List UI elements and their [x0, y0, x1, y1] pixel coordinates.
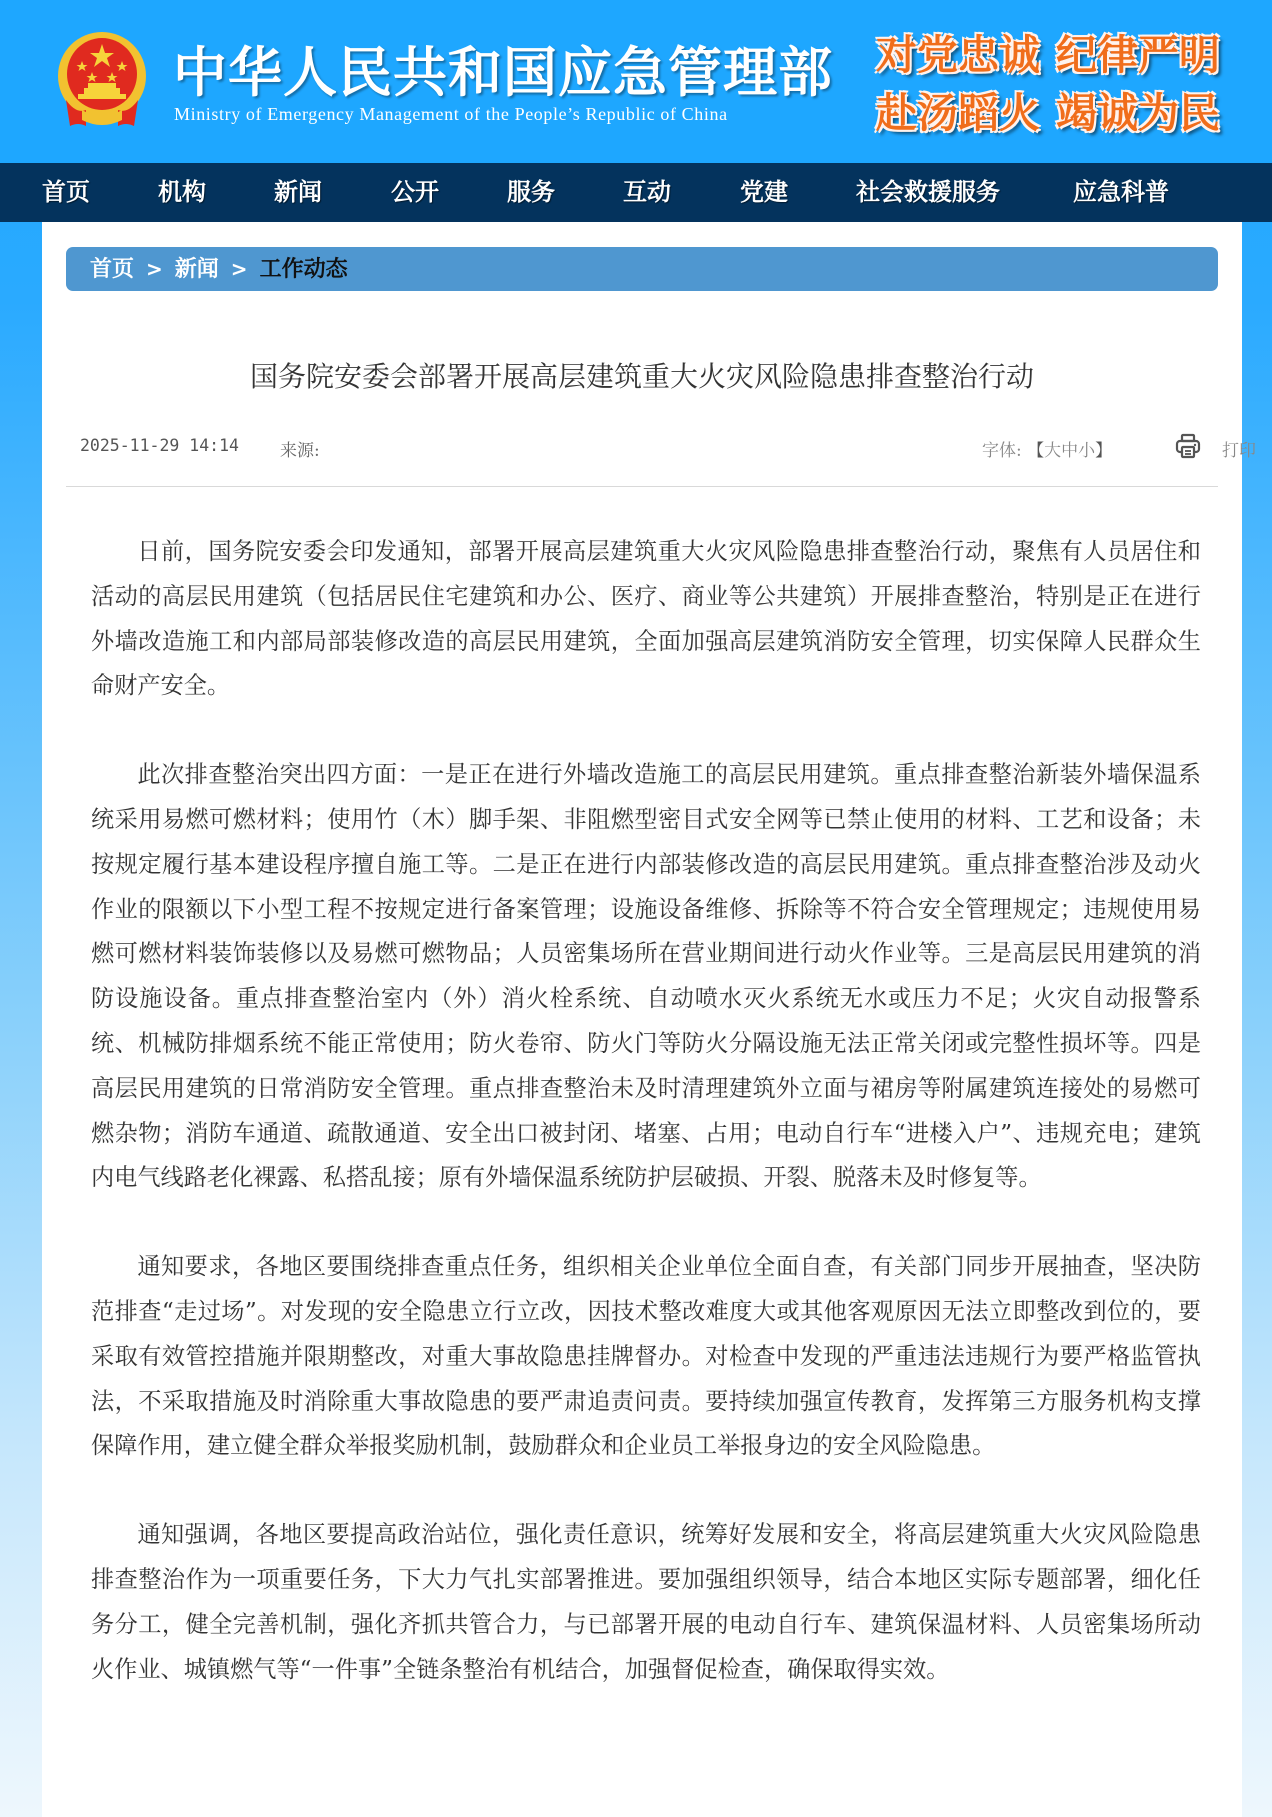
- breadcrumb-news[interactable]: 新闻: [174, 257, 219, 282]
- breadcrumb-current: 工作动态: [259, 257, 348, 282]
- meta-divider: [66, 486, 1218, 487]
- slogan-phrase: 对党忠诚: [876, 31, 1040, 79]
- nav-item-home[interactable]: 首页: [42, 178, 90, 206]
- site-title: 中华人民共和国应急管理部: [173, 41, 833, 104]
- site-subtitle: Ministry of Emergency Management of the People’s Republic of China: [174, 104, 728, 124]
- site-header: [0, 0, 1272, 163]
- article-meta: [66, 436, 1256, 461]
- article-paragraph: 日前，国务院安委会印发通知，部署开展高层建筑重大火灾风险隐患排查整治行动，聚焦有人员居住和活动的高层民用建筑（包括居民住宅建筑和办公、医疗、商业等公共建筑）开展排查整治，特别是正在进行外墙改造施工和内部局部装修改造的高层民用建筑，全面加强高层建筑消防安全管理，切实保障人民群众生命财产安全。: [91, 538, 1201, 700]
- breadcrumb-separator: >: [146, 257, 163, 281]
- article-paragraph: 通知强调，各地区要提高政治站位，强化责任意识，统筹好发展和安全，将高层建筑重大火灾风险隐患排查整治作为一项重要任务，下大力气扎实部署推进。要加强组织领导，结合本地区实际专题部署，细化任务分工，健全完善机制，强化齐抓共管合力，与已部署开展的电动自行车、建筑保温材料、人员密集场所动火作业、城镇燃气等“一件事”全链条整治有机结合，加强督促检查，确保取得实效。: [91, 1521, 1201, 1683]
- font-size-large[interactable]: 大: [1044, 441, 1062, 461]
- slogan-line-1: [876, 26, 1236, 84]
- article-body: [91, 530, 1201, 1736]
- nav-item-emergency-science[interactable]: 应急科普: [1073, 178, 1169, 206]
- nav-item-services[interactable]: 服务: [507, 178, 555, 206]
- slogan-phrase: 赴汤蹈火: [876, 89, 1040, 137]
- publish-date: 2025-11-29 14:14: [80, 436, 239, 455]
- font-size-control: [982, 436, 1112, 461]
- font-size-small[interactable]: 小: [1078, 441, 1096, 461]
- font-size-label: 字体:: [982, 441, 1022, 461]
- printer-icon[interactable]: [1174, 432, 1202, 460]
- slogan-phrase: 竭诚为民: [1056, 89, 1220, 137]
- breadcrumb-separator: >: [230, 257, 248, 281]
- slogan: [876, 26, 1236, 142]
- content-container: [42, 222, 1256, 1817]
- nav-item-news[interactable]: 新闻: [274, 178, 322, 206]
- source-label: 来源:: [280, 441, 320, 461]
- national-emblem-icon[interactable]: [56, 30, 148, 130]
- main-nav: [0, 163, 1272, 222]
- article-paragraph: 此次排查整治突出四方面：一是正在进行外墙改造施工的高层民用建筑。重点排查整治新装外墙保温系统采用易燃可燃材料；使用竹（木）脚手架、非阻燃型密目式安全网等已禁止使用的材料、工艺和设备；未按规定履行基本建设程序擅自施工等。二是正在进行内部装修改造的高层民用建筑。重点排查整治涉及动火作业的限额以下小型工程不按规定进行备案管理；设施设备维修、拆除等不符合安全管理规定；违规使用易燃可燃材料装饰装修以及易燃可燃物品；人员密集场所在营业期间进行动火作业等。三是高层民用建筑的消防设施设备。重点排查整治室内（外）消火栓系统、自动喷水灭火系统无水或压力不足；火灾自动报警系统、机械防排烟系统不能正常使用；防火卷帘、防火门等防火分隔设施无法正常关闭或完整性损坏等。四是高层民用建筑的日常消防安全管理。重点排查整治未及时清理建筑外立面与裙房等附属建筑连接处的易燃可燃杂物；消防车通道、疏散通道、安全出口被封闭、堵塞、占用；电动自行车“进楼入户”、违规充电；建筑内电气线路老化裸露、私搭乱接；原有外墙保温系统防护层破损、开裂、脱落未及时修复等。: [91, 761, 1201, 1192]
- breadcrumb: [66, 247, 1218, 291]
- font-size-medium[interactable]: 中: [1061, 441, 1079, 461]
- nav-item-party-building[interactable]: 党建: [740, 178, 788, 206]
- nav-item-social-rescue[interactable]: 社会救援服务: [856, 178, 1000, 206]
- print-button[interactable]: 打印: [1222, 441, 1256, 461]
- breadcrumb-home[interactable]: 首页: [90, 257, 135, 282]
- bracket: 】: [1095, 441, 1113, 461]
- bracket: 【: [1027, 441, 1045, 461]
- slogan-phrase: 纪律严明: [1056, 31, 1220, 79]
- article-paragraph: 通知要求，各地区要围绕排查重点任务，组织相关企业单位全面自查，有关部门同步开展抽查，坚决防范排查“走过场”。对发现的安全隐患立行立改，因技术整改难度大或其他客观原因无法立即整改到位的，要采取有效管控措施并限期整改，对重大事故隐患挂牌督办。对检查中发现的严重违法违规行为要严格监管执法，不采取措施及时消除重大事故隐患的要严肃追责问责。要持续加强宣传教育，发挥第三方服务机构支撑保障作用，建立健全群众举报奖励机制，鼓励群众和企业员工举报身边的安全风险隐患。: [91, 1253, 1201, 1460]
- slogan-line-2: [876, 84, 1236, 142]
- article-title: 国务院安委会部署开展高层建筑重大火灾风险隐患排查整治行动: [249, 360, 1034, 393]
- nav-item-public[interactable]: 公开: [391, 178, 439, 206]
- nav-item-organization[interactable]: 机构: [158, 178, 206, 206]
- nav-item-interaction[interactable]: 互动: [623, 178, 671, 206]
